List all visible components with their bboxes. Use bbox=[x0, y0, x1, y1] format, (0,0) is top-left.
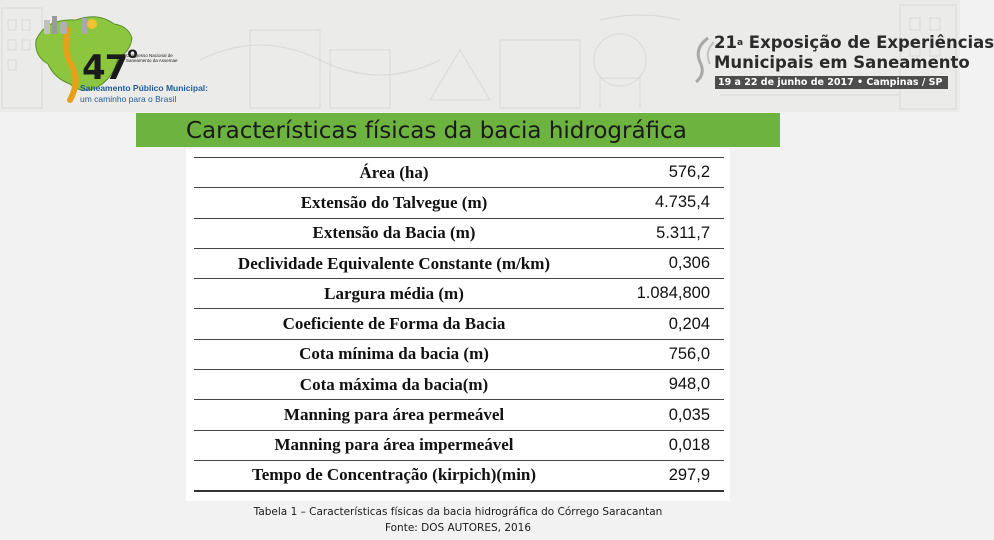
table-row bbox=[194, 370, 724, 400]
table-row bbox=[194, 430, 724, 460]
table-row bbox=[194, 460, 724, 490]
parameter-cell: Declividade Equivalente Constante (m/km) bbox=[194, 248, 594, 278]
event-title-line2: Municipais em Saneamento bbox=[714, 53, 970, 72]
value-cell: 0,204 bbox=[594, 309, 724, 339]
value-cell: 576,2 bbox=[594, 158, 724, 188]
table-row bbox=[194, 218, 724, 248]
congress-slogan-line2: um caminho para o Brasil bbox=[80, 94, 177, 104]
slide-title: Características físicas da bacia hidrográfica bbox=[186, 118, 687, 144]
parameter-cell: Largura média (m) bbox=[194, 279, 594, 309]
characteristics-table bbox=[194, 157, 724, 492]
parameter-cell: Área (ha) bbox=[194, 158, 594, 188]
table-image bbox=[186, 149, 730, 501]
parameter-cell: Coeficiente de Forma da Bacia bbox=[194, 309, 594, 339]
value-cell: 4.735,4 bbox=[594, 188, 724, 218]
table-row bbox=[194, 339, 724, 369]
parameter-cell: Cota máxima da bacia(m) bbox=[194, 370, 594, 400]
parameter-cell: Manning para área permeável bbox=[194, 400, 594, 430]
header-banner bbox=[0, 0, 994, 112]
table-row bbox=[194, 279, 724, 309]
congress-subtitle: Congresso Nacional de Saneamento da Assemae bbox=[126, 53, 178, 63]
parameter-cell: Extensão do Talvegue (m) bbox=[194, 188, 594, 218]
parameter-cell: Manning para área impermeável bbox=[194, 430, 594, 460]
value-cell: 948,0 bbox=[594, 370, 724, 400]
value-cell: 0,306 bbox=[594, 248, 724, 278]
value-cell: 756,0 bbox=[594, 339, 724, 369]
event-title bbox=[714, 33, 994, 73]
caption-source: Fonte: DOS AUTORES, 2016 bbox=[384, 522, 532, 534]
congress-logo bbox=[22, 10, 208, 104]
event-dates: 19 a 22 de junho de 2017 • Campinas / SP bbox=[715, 76, 948, 89]
caption-line1: Tabela 1 – Características físicas da bacia hidrográfica do Córrego Saracantan bbox=[253, 506, 663, 518]
value-cell: 0,018 bbox=[594, 430, 724, 460]
value-cell: 1.084,800 bbox=[594, 279, 724, 309]
event-title-line1: 21$^a$ Exposição de Experiências bbox=[714, 33, 994, 52]
congress-number: 47$^o$ bbox=[82, 44, 137, 88]
congress-slogan-line1: Saneamento Público Municipal: bbox=[80, 83, 208, 93]
table-row bbox=[194, 309, 724, 339]
value-cell: 5.311,7 bbox=[594, 218, 724, 248]
table-row bbox=[194, 188, 724, 218]
value-cell: 297,9 bbox=[594, 460, 724, 490]
value-cell: 0,035 bbox=[594, 400, 724, 430]
parameter-cell: Cota mínima da bacia (m) bbox=[194, 339, 594, 369]
parameter-cell: Extensão da Bacia (m) bbox=[194, 218, 594, 248]
table-caption bbox=[186, 504, 730, 536]
table-row bbox=[194, 158, 724, 188]
table-row bbox=[194, 400, 724, 430]
table-row bbox=[194, 248, 724, 278]
parameter-cell: Tempo de Concentração (kirpich)(min) bbox=[194, 460, 594, 490]
